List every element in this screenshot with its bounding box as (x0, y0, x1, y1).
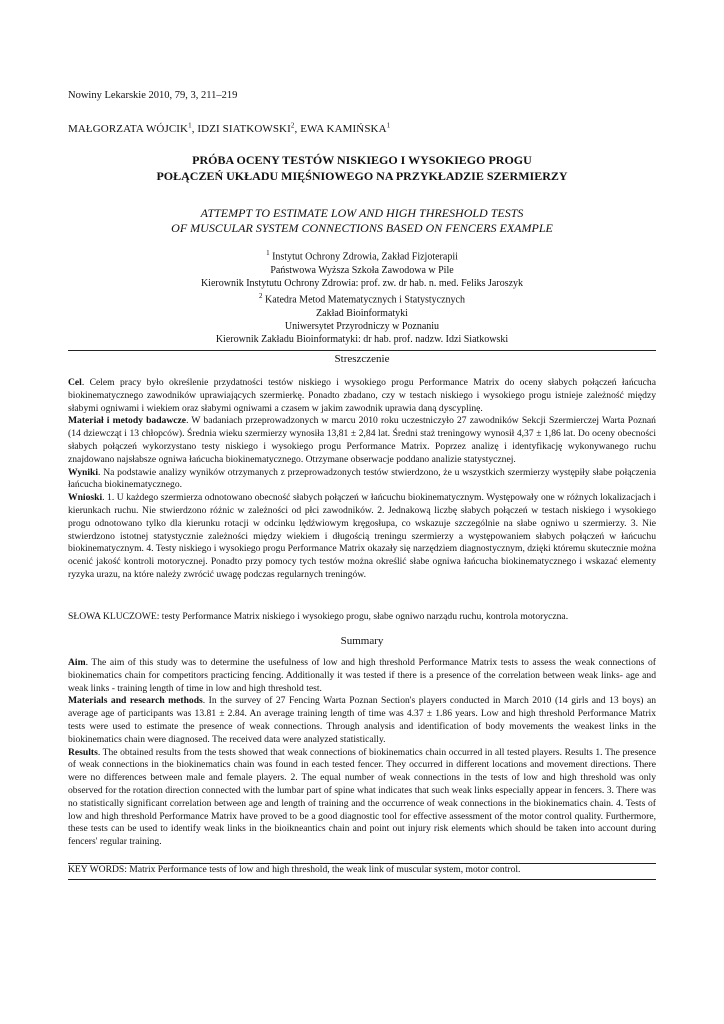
summary-body (68, 657, 656, 849)
affiliation-line: Uniwersytet Przyrodniczy w Poznaniu (284, 321, 440, 333)
abstract-paragraph: Materiał i metody badawcze. W badaniach przeprowadzonych w marcu 2010 roku uczestniczyło 27 zawodników Sekcji Szermierczej Warta Poznań (14 dziewcząt i 13 chłopców). Średnia wieku szermierzy wynosiła 13,81 ± 2,84 lat. Średni staż treningowy wynosił 4,37 ± 1,86 lat. Do oceny obecności słabych połączeń wykorzystano testy niskiego i wysokiego progu Performance Matrix. Poprzez analizę i identyfikację wykonywanego ruchu znajdowano najsłabsze ogniwa łańcucha biokinematycznego. Otrzymane obserwacje poddano analizie statystycznej. (68, 415, 656, 465)
affiliation-line: $^1$ Instytut Ochrony Zdrowia, Zakład Fizjoterapii (266, 249, 458, 263)
abstract-paragraph: Wnioski. 1. U każdego szermierza odnotowano obecność słabych połączeń w łańcuchu biokinematycznym. Występowały one w różnych lokalizacjach i kierunkach ruchu. Nie stwierdzono różnic w zależności od płci zawodników. 2. Jednakową liczbę słabych połączeń w testach niskiego i wysokiego progu odnotowano tylko dla kierunku rotacji w odcinku lędźwiowym kręgosłupa, co wskazuje szczególnie na słabe ogniwo u szermierzy. 3. Nie stwierdzono istotnej statystycznie zależności między wiekiem i długością treningu szermierzy a występowaniem słabych połączeń w łańcuchu biokinematycznym. 4. Testy niskiego i wysokiego progu Performance Matrix okazały się narzędziem diagnostycznym, dzięki któremu skutecznie można ocenić jakość kontroli motorycznej. Ponadto przy pomocy tych testów można określić słabe ogniwa łańcucha biokinematycznego i wskazać elementy ryzyka urazu, na które należy zwrócić uwagę podczas regularnych treningów. (68, 492, 656, 580)
abstract-paragraph: Results. The obtained results from the tests showed that weak connections of biokinematics chain occurred in all tested players. Results 1. The presence of weak connections in the biokinematics chain was found in each tested fencer. They occurred in different locations and movement directions. There were no differences between male and female players. 2. The equal number of weak connections in the tests of low and high threshold was only observed for the rotation direction connected with the lumbar part of spine what indicates that such weak links especially appear in fencers. 3. There was no statistically significant correlation between age and length of training and the occurrence of weak connections in the biokinematics chain. 4. Tests of low and high threshold Performance Matrix have proved to be a good diagnostic tool for effective assessment of the motor control quality. Furthermore, these tests can be used to identify weak links in the bioikneantics chain and point out injury risk elements which should be taken into account during fencers' regular training. (68, 746, 656, 848)
abstract-paragraph: Wyniki. Na podstawie analizy wyników otrzymanych z przeprowadzonych testów stwierdzono, że u wszystkich szermierzy występiły słabe połączenia łańcucha biokinematycznego. (68, 466, 656, 491)
abstract-paragraph: Cel. Celem pracy było określenie przydatności testów niskiego i wysokiego progu Performance Matrix do oceny słabych połączeń łańcucha biokinematycznego zawodników uprawiających szermierkę. Ponadto zbadano, czy w testach niskiego i wysokiego progu istnieje zależność między słabymi ogniwami i wiekiem oraz słabymi ogniwami a czasem w jakim zawodnik uprawia daną dyscyplinę. (68, 377, 656, 414)
streszczenie-heading: Streszczenie (334, 353, 390, 365)
author: EWA KAMIŃSKA$^1$ (300, 121, 391, 135)
author: MAŁGORZATA WÓJCIK$^1$, (68, 121, 198, 135)
affiliation-line: Kierownik Instytutu Ochrony Zdrowia: prof. zw. dr hab. n. med. Feliks Jaroszyk (200, 277, 524, 289)
divider (68, 879, 656, 880)
affiliation-line: $^2$ Katedra Metod Matematycznych i Statystycznych (259, 292, 465, 306)
abstract-paragraph: Materials and research methods. In the survey of 27 Fencing Warta Poznan Section's players conducted in March 2010 (14 girls and 13 boys) an average age of participants was 13.81 ± 2.84. An average training length of time was 4.37 ± 1.86 years. Low and high threshold Performance Matrix tests were used to estimate the presence of weak connections. Through analysis and identification of body movements the weakest links in the biokinematics chain were diagnosed. The received data were analyzed statistically. (68, 695, 657, 745)
author-list (68, 121, 390, 135)
streszczenie-body (68, 377, 656, 582)
keywords-en: KEY WORDS: Matrix Performance tests of low and high threshold, the weak link of muscular system, motor control. (68, 864, 521, 875)
abstract-paragraph: Aim. The aim of this study was to determine the usefulness of low and high threshold Performance Matrix tests to assess the weak connections of biokinematics chain for competitors practicing fencing. Additionally it was tested if there is a presence of the correlation between weak links- age and weak links - training length of time in low and high threshold test. (68, 657, 656, 694)
divider (68, 350, 656, 351)
summary-heading: Summary (340, 635, 384, 647)
affiliation-line: Państwowa Wyższa Szkoła Zawodowa w Pile (270, 264, 454, 276)
journal-citation: Nowiny Lekarskie 2010, 79, 3, 211–219 (68, 90, 238, 101)
affiliation-line: Kierownik Zakładu Bioinformatyki: dr hab. prof. nadzw. Idzi Siatkowski (215, 334, 509, 346)
affiliations (68, 247, 656, 347)
author: IDZI SIATKOWSKI$^2$, (197, 121, 301, 135)
title-english: ATTEMPT TO ESTIMATE LOW AND HIGH THRESHOLD TESTS OF MUSCULAR SYSTEM CONNECTIONS BASED ON FENCERS EXAMPLE (171, 206, 553, 235)
title-polish: PRÓBA OCENY TESTÓW NISKIEGO I WYSOKIEGO PROGU POŁĄCZEŃ UKŁADU MIĘŚNIOWEGO NA PRZYKŁADZIE SZERMIERZY (156, 153, 568, 183)
keywords-pl: SŁOWA KLUCZOWE: testy Performance Matrix niskiego i wysokiego progu, słabe ogniwo narządu ruchu, kontrola motoryczna. (68, 611, 569, 622)
affiliation-line: Zakład Bioinformatyki (316, 307, 408, 319)
